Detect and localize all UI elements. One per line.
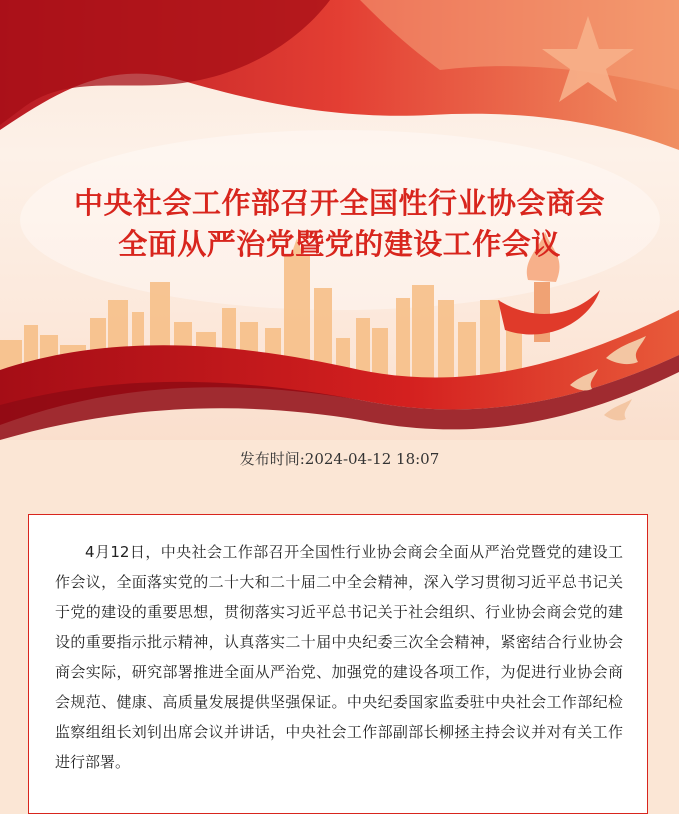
article-paragraph: 4月12日，中央社会工作部召开全国性行业协会商会全面从严治党暨党的建设工作会议，全面落实党的二十大和二十届二中全会精神，深入学习贯彻习近平总书记关于党的建设的重要思想，贯彻落实习近平总书记关于社会组织、行业协会商会党的建设的重要指示批示精神，认真落实二十届中央纪委三次全会精神，紧密结合行业协会商会实际，研究部署推进全面从严治党、加强党的建设各项工作，为促进行业协会商会规范、健康、高质量发展提供坚强保证。中央纪委国家监委驻中央社会工作部纪检监察组组长刘钊出席会议并讲话，中央社会工作部副部长柳拯主持会议并对有关工作进行部署。: [55, 543, 623, 771]
article-title-line1: 中央社会工作部召开全国性行业协会商会: [73, 186, 605, 220]
publish-time: 发布时间:2024-04-12 18:07: [239, 450, 440, 468]
article-content: [28, 514, 648, 814]
article-title-line2: 全面从严治党暨党的建设工作会议: [118, 227, 561, 261]
